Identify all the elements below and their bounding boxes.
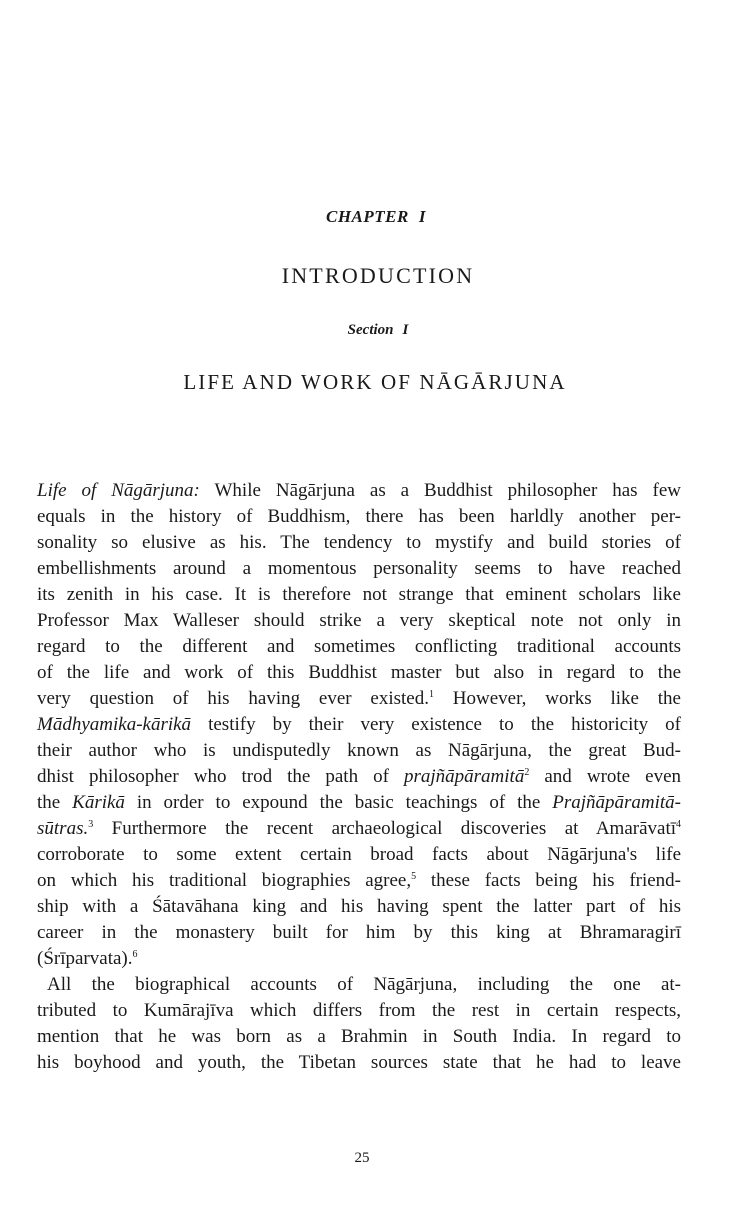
paragraph-1-line-3: sonality so elusive as his. The tendency to mystify and build stories of [37, 532, 681, 553]
paragraph-1-line-7: regard to the different and sometimes conflicting traditional accounts [37, 636, 681, 657]
paragraph-1-line-14: sūtras.$^3$ Furthermore the recent archaeological discoveries at Amarāvatī$^4$ [37, 818, 681, 839]
paragraph-1-line-2: equals in the history of Buddhism, there has been harldly another per- [37, 506, 681, 527]
footnote-marker: 1 [428, 689, 434, 700]
footnote-marker: 5 [411, 871, 417, 882]
section-heading [8, 322, 740, 339]
paragraph-1-line-10: Mādhyamika-kārikā testify by their very existence to the historicity of [37, 714, 681, 735]
section-number: I [402, 322, 409, 338]
chapter-heading [6, 207, 740, 227]
paragraph-1-line-6: Professor Max Walleser should strike a very skeptical note not only in [37, 610, 681, 631]
paragraph-2-line-1: All the biographical accounts of Nāgārjuna, including the one at- [47, 974, 681, 995]
footnote-marker: 4 [676, 819, 681, 830]
paragraph-1-line-4: embellishments around a momentous personality seems to have reached [37, 558, 681, 579]
footnote-marker: 2 [524, 767, 530, 778]
paragraph-1-line-16: on which his traditional biographies agree,$^5$ these facts being his friend- [37, 870, 682, 891]
paragraph-2-line-4: his boyhood and youth, the Tibetan sources state that he had to leave [37, 1052, 681, 1073]
footnote-marker: 3 [88, 819, 94, 830]
paragraph-1-line-12: dhist philosopher who trod the path of prajñāpāramitā$^2$ and wrote even [37, 766, 682, 787]
chapter-number: I [418, 207, 426, 226]
paragraph-1-line-15: corroborate to some extent certain broad facts about Nāgārjuna's life [37, 844, 681, 865]
footnote-marker: 6 [132, 949, 138, 960]
chapter-title: INTRODUCTION [281, 263, 475, 288]
paragraph-1-line-19: (Śrīparvata).$^6$ [37, 948, 138, 969]
paragraph-2-line-2: tributed to Kumārajīva which differs from the rest in certain respects, [37, 1000, 681, 1021]
paragraph-1-line-17: ship with a Śātavāhana king and his having spent the latter part of his [37, 896, 681, 917]
paragraph-1-line-18: career in the monastery built for him by this king at Bhramaragirī [37, 922, 681, 943]
paragraph-1-line-8: of the life and work of this Buddhist master but also in regard to the [37, 662, 681, 683]
paragraph-1-line-11: their author who is undisputedly known as Nāgārjuna, the great Bud- [37, 740, 681, 761]
section-label: Section [347, 322, 394, 338]
paragraph-1-line-13: the Kārikā in order to expound the basic teachings of the Prajñāpāramitā- [37, 792, 681, 813]
paragraph-1-line-5: its zenith in his case. It is therefore not strange that eminent scholars like [37, 584, 681, 605]
paragraph-1-line-1: Life of Nāgārjuna: While Nāgārjuna as a Buddhist philosopher has few [37, 480, 681, 501]
paragraph-2-line-3: mention that he was born as a Brahmin in South India. In regard to [37, 1026, 681, 1047]
page-number: 25 [354, 1150, 370, 1166]
section-title: LIFE AND WORK OF NĀGĀRJUNA [183, 370, 567, 394]
run-in-heading: Life of Nāgārjuna: [37, 480, 200, 501]
chapter-label: CHAPTER [326, 207, 409, 226]
paragraph-1-line-9: very question of his having ever existed.$^1$ However, works like the [37, 688, 681, 709]
